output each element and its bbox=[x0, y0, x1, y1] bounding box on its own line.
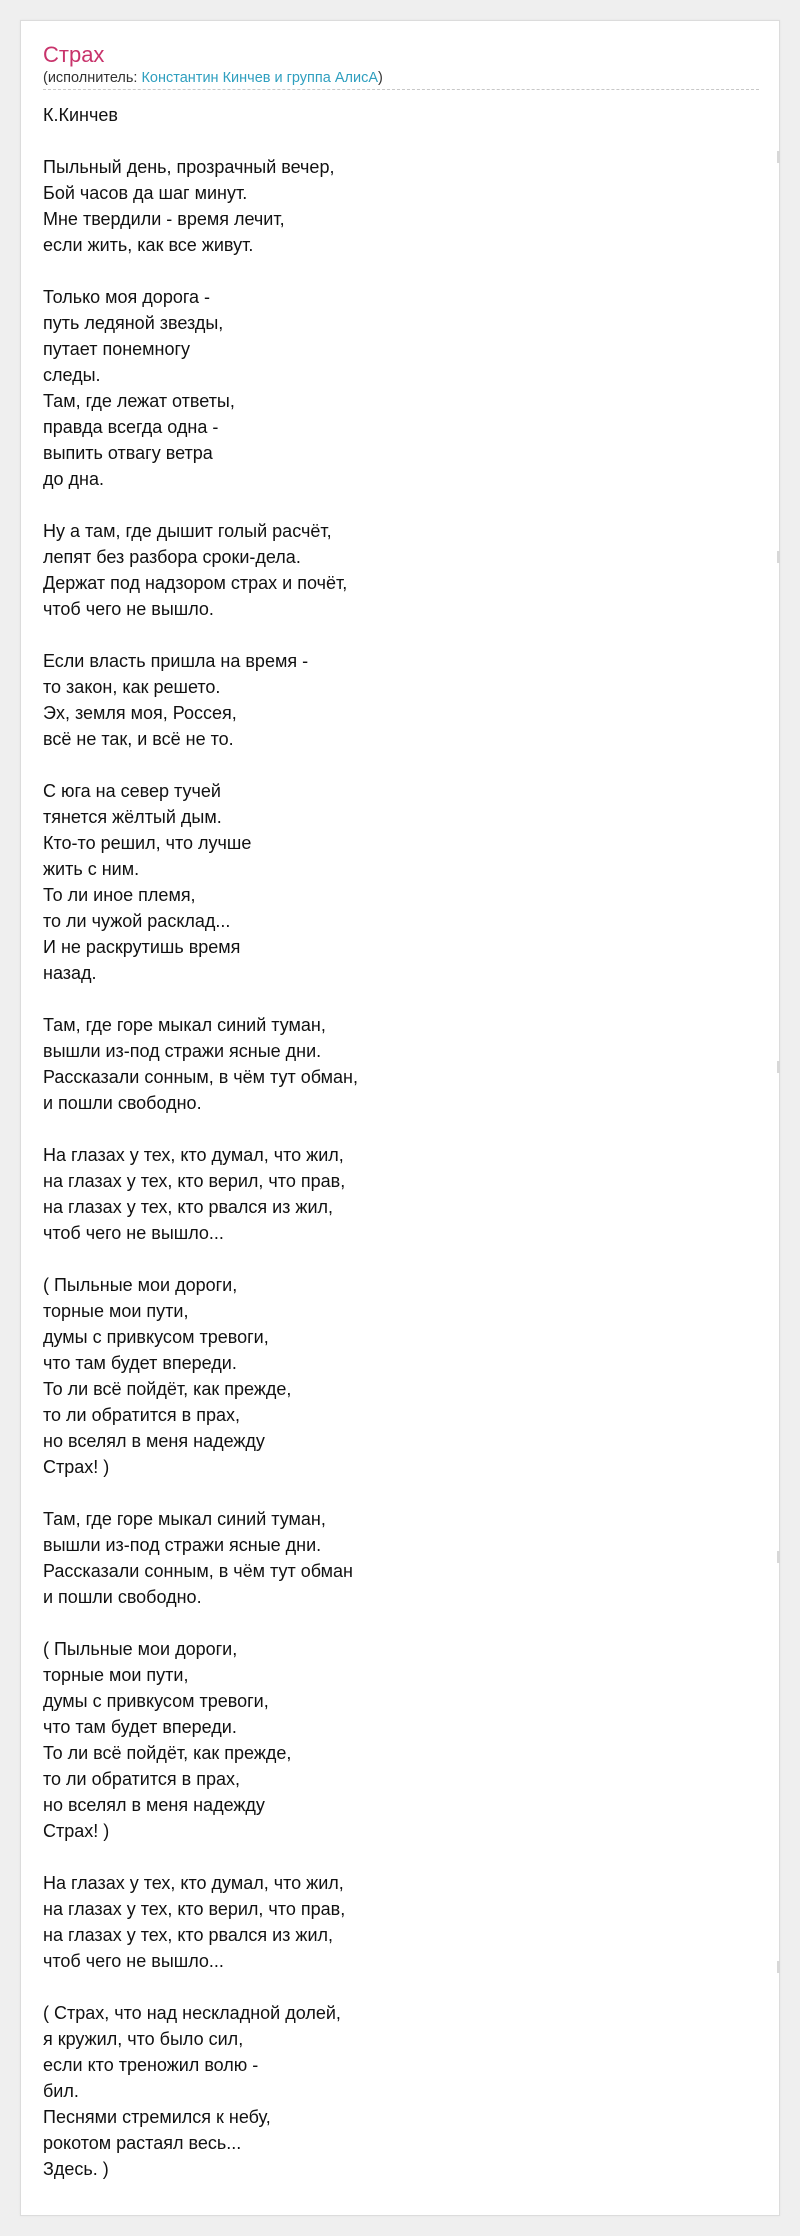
song-title: Страх bbox=[43, 42, 105, 67]
lyrics-card bbox=[20, 20, 780, 2216]
edge-mark bbox=[772, 1961, 780, 1973]
performer-prefix: (исполнитель: bbox=[43, 70, 142, 86]
edge-mark bbox=[772, 1551, 780, 1563]
lyrics-content bbox=[43, 41, 759, 2182]
performer-link[interactable]: Константин Кинчев и группа АлисА bbox=[141, 70, 379, 86]
performer-line bbox=[43, 69, 759, 90]
edge-mark bbox=[772, 551, 780, 563]
edge-mark bbox=[772, 151, 780, 163]
lyrics-text: К.Кинчев Пыльный день, прозрачный вечер, Бой часов да шаг минут. Мне твердили - время лечит, если жить, как все живут. Только моя дорога - путь ледяной звезды, путает понемногу следы. Там, где лежат ответы, правда всегда одна - выпить отвагу ветра до дна. Ну а там, где дышит голый расчёт, лепят без разбора сроки-дела. Держат под надзором страх и почёт, чтоб чего не вышло. Если власть пришла на время - то закон, как решето. Эх, земля моя, Россея, всё не так, и всё не то. С юга на север тучей тянется жёлтый дым. Кто-то решил, что лучше жить с ним. То ли иное племя, то ли чужой расклад... И не раскрутишь время назад. Там, где горе мыкал синий туман, вышли из-под стражи ясные дни. Рассказали сонным, в чём тут обман, и пошли свободно. На глазах у тех, кто думал, что жил, на глазах у тех, кто верил, что прав, на глазах у тех, кто рвался из жил, чтоб чего не вышло... ( Пыльные мои дороги, торные мои пути, думы с привкусом тревоги, что там будет впереди. То ли всё пойдёт, как прежде, то ли обратится в прах, но вселял в меня надежду Страх! ) Там, где горе мыкал синий туман, вышли из-под стражи ясные дни. Рассказали сонным, в чём тут обман и пошли свободно. ( Пыльные мои дороги, торные мои пути, думы с привкусом тревоги, что там будет впереди. То ли всё пойдёт, как прежде, то ли обратится в прах, но вселял в меня надежду Страх! ) На глазах у тех, кто думал, что жил, на глазах у тех, кто верил, что прав, на глазах у тех, кто рвался из жил, чтоб чего не вышло... ( Страх, что над нескладной долей, я кружил, что было сил, если кто треножил волю - бил. Песнями стремился к небу, рокотом растаял весь... Здесь. ) bbox=[43, 105, 358, 2179]
edge-mark bbox=[772, 1061, 780, 1073]
performer-suffix: ) bbox=[378, 70, 383, 86]
